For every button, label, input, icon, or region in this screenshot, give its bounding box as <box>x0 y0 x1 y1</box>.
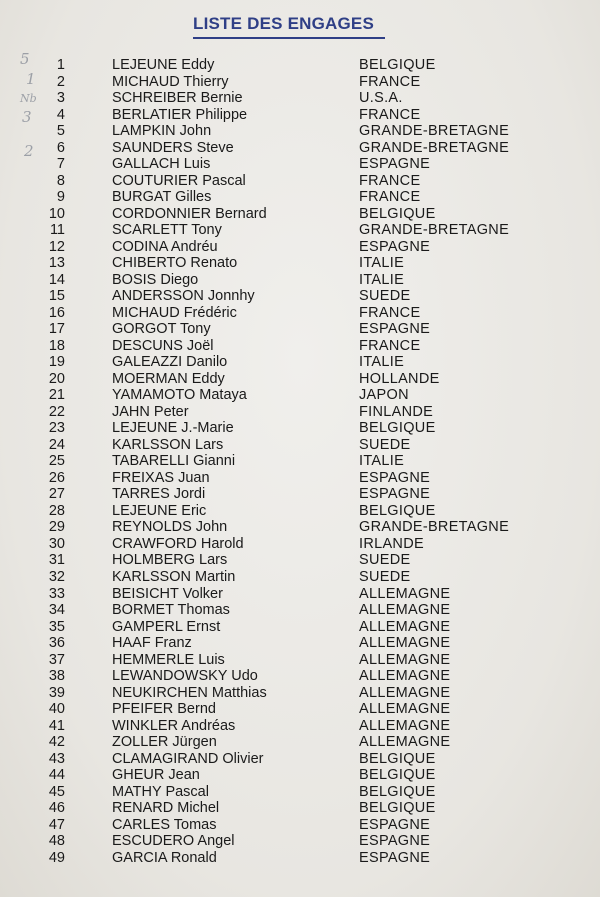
list-item <box>0 800 600 817</box>
list-item <box>0 255 600 272</box>
entry-number: 16 <box>48 304 65 321</box>
entry-name: GAMPERL Ernst <box>112 618 221 635</box>
entry-number: 33 <box>48 585 65 602</box>
list-item <box>0 57 600 74</box>
entry-country: FRANCE <box>359 106 421 123</box>
entry-country: GRANDE-BRETAGNE <box>359 123 510 140</box>
entry-number: 12 <box>48 238 65 255</box>
entry-number: 22 <box>48 403 65 420</box>
entry-number: 18 <box>48 337 65 354</box>
list-item <box>0 668 600 685</box>
entry-country: FINLANDE <box>359 403 434 420</box>
handwritten-note: 3 <box>22 108 32 126</box>
entry-country: SUEDE <box>359 288 411 305</box>
list-item <box>0 189 600 206</box>
list-item <box>0 635 600 652</box>
entry-name: FREIXAS Juan <box>112 469 210 486</box>
entry-name: ESCUDERO Angel <box>112 833 235 850</box>
entry-number: 43 <box>48 750 65 767</box>
entry-country: BELGIQUE <box>359 57 436 73</box>
entry-number: 21 <box>48 387 65 404</box>
entry-name: BURGAT Gilles <box>112 189 212 206</box>
entry-name: KARLSSON Martin <box>112 568 236 585</box>
entry-name: GARCIA Ronald <box>112 849 217 866</box>
list-item <box>0 206 600 223</box>
list-item <box>0 586 600 603</box>
list-item <box>0 338 600 355</box>
entry-country: ESPAGNE <box>359 469 431 486</box>
entry-number: 42 <box>48 734 65 751</box>
entry-name: CHIBERTO Renato <box>112 255 238 272</box>
entry-name: TARRES Jordi <box>112 486 206 503</box>
list-item <box>0 107 600 124</box>
entry-number: 11 <box>49 222 65 239</box>
entry-number: 39 <box>48 684 65 701</box>
entry-country: ALLEMAGNE <box>359 602 451 619</box>
entry-name: MICHAUD Thierry <box>112 73 229 90</box>
list-item <box>0 619 600 636</box>
entry-name: CORDONNIER Bernard <box>112 205 267 222</box>
entry-number: 31 <box>48 552 65 569</box>
list-item <box>0 437 600 454</box>
handwritten-note: Nb <box>20 92 37 105</box>
entry-country: JAPON <box>359 387 409 404</box>
entry-name: MOERMAN Eddy <box>112 370 225 387</box>
entry-country: ITALIE <box>359 453 405 470</box>
list-item <box>0 784 600 801</box>
list-item <box>0 371 600 388</box>
list-item <box>0 767 600 784</box>
entry-name: PFEIFER Bernd <box>112 701 216 718</box>
list-item <box>0 486 600 503</box>
entry-name: CLAMAGIRAND Olivier <box>112 750 264 767</box>
entry-name: LEWANDOWSKY Udo <box>112 668 258 685</box>
entry-number: 20 <box>48 370 65 387</box>
entry-number: 46 <box>48 800 65 817</box>
entry-number: 9 <box>56 189 65 206</box>
entry-country: FRANCE <box>359 337 421 354</box>
entry-name: RENARD Michel <box>112 800 220 817</box>
entry-number: 4 <box>56 106 65 123</box>
list-item <box>0 602 600 619</box>
entry-name: YAMAMOTO Mataya <box>112 387 247 404</box>
list-item <box>0 272 600 289</box>
entry-name: LEJEUNE Eddy <box>112 57 215 73</box>
list-item <box>0 453 600 470</box>
list-item <box>0 288 600 305</box>
entry-country: BELGIQUE <box>359 767 436 784</box>
entry-number: 2 <box>56 73 65 90</box>
list-item <box>0 420 600 437</box>
entry-name: BEISICHT Volker <box>112 585 223 602</box>
entry-country: FRANCE <box>359 189 421 206</box>
entry-number: 26 <box>48 469 65 486</box>
entry-number: 1 <box>56 57 65 73</box>
entry-name: SCHREIBER Bernie <box>112 90 243 107</box>
entry-name: CARLES Tomas <box>112 816 217 833</box>
entrants-list <box>0 57 600 866</box>
entry-number: 10 <box>48 205 65 222</box>
entry-number: 36 <box>48 635 65 652</box>
entry-country: ITALIE <box>359 354 405 371</box>
handwritten-note: 1 <box>26 70 36 88</box>
entry-name: CODINA Andréu <box>112 238 218 255</box>
list-item <box>0 321 600 338</box>
entry-name: CRAWFORD Harold <box>112 535 244 552</box>
entry-country: BELGIQUE <box>359 783 436 800</box>
page-title: LISTE DES ENGAGES <box>193 14 374 33</box>
entry-number: 7 <box>56 156 65 173</box>
entry-country: BELGIQUE <box>359 800 436 817</box>
entry-country: FRANCE <box>359 73 421 90</box>
entry-number: 49 <box>48 849 65 866</box>
entry-name: COUTURIER Pascal <box>112 172 246 189</box>
entry-number: 35 <box>48 618 65 635</box>
entry-number: 30 <box>48 535 65 552</box>
entry-country: GRANDE-BRETAGNE <box>359 139 510 156</box>
entry-number: 13 <box>48 255 65 272</box>
list-item <box>0 387 600 404</box>
entry-number: 47 <box>48 816 65 833</box>
entry-country: ALLEMAGNE <box>359 717 451 734</box>
list-item <box>0 718 600 735</box>
entry-country: IRLANDE <box>359 535 424 552</box>
entry-country: ALLEMAGNE <box>359 734 451 751</box>
entry-name: GALLACH Luis <box>112 156 211 173</box>
entry-name: BERLATIER Philippe <box>112 106 248 123</box>
entry-number: 32 <box>48 568 65 585</box>
entry-number: 24 <box>48 436 65 453</box>
entry-number: 40 <box>48 701 65 718</box>
entry-name: LEJEUNE J.-Marie <box>112 420 234 437</box>
entry-number: 3 <box>56 90 65 107</box>
entry-country: ALLEMAGNE <box>359 684 451 701</box>
entry-number: 45 <box>48 783 65 800</box>
entry-country: GRANDE-BRETAGNE <box>359 519 510 536</box>
entry-country: BELGIQUE <box>359 502 436 519</box>
entry-number: 5 <box>56 123 65 140</box>
entry-name: WINKLER Andréas <box>112 717 236 734</box>
entry-country: SUEDE <box>359 568 411 585</box>
entry-name: JAHN Peter <box>112 403 189 420</box>
entry-number: 38 <box>48 668 65 685</box>
list-item <box>0 734 600 751</box>
entry-name: BOSIS Diego <box>112 271 199 288</box>
entry-country: FRANCE <box>359 172 421 189</box>
entry-number: 27 <box>48 486 65 503</box>
entry-number: 29 <box>48 519 65 536</box>
entry-country: ESPAGNE <box>359 321 431 338</box>
entry-name: DESCUNS Joël <box>112 337 214 354</box>
entry-country: SUEDE <box>359 552 411 569</box>
entry-country: ALLEMAGNE <box>359 585 451 602</box>
entry-country: HOLLANDE <box>359 370 440 387</box>
entry-name: MICHAUD Frédéric <box>112 304 237 321</box>
entry-name: ANDERSSON Jonnhy <box>112 288 255 305</box>
entry-number: 14 <box>48 271 65 288</box>
list-item <box>0 140 600 157</box>
entry-number: 44 <box>48 767 65 784</box>
entry-name: SAUNDERS Steve <box>112 139 234 156</box>
entry-name: BORMET Thomas <box>112 602 230 619</box>
entry-country: BELGIQUE <box>359 205 436 222</box>
entry-number: 25 <box>48 453 65 470</box>
entry-country: ALLEMAGNE <box>359 701 451 718</box>
entry-country: ITALIE <box>359 271 405 288</box>
list-item <box>0 850 600 867</box>
entry-name: HEMMERLE Luis <box>112 651 225 668</box>
entry-country: GRANDE-BRETAGNE <box>359 222 510 239</box>
list-item <box>0 685 600 702</box>
handwritten-note: 5 <box>20 50 30 68</box>
list-item <box>0 173 600 190</box>
title-underline <box>193 37 385 39</box>
entry-country: BELGIQUE <box>359 420 436 437</box>
entry-name: LAMPKIN John <box>112 123 212 140</box>
entry-name: HAAF Franz <box>112 635 192 652</box>
list-item <box>0 701 600 718</box>
list-item <box>0 470 600 487</box>
entry-name: SCARLETT Tony <box>112 222 222 239</box>
list-item <box>0 354 600 371</box>
entry-number: 48 <box>48 833 65 850</box>
list-item <box>0 503 600 520</box>
entry-name: HOLMBERG Lars <box>112 552 228 569</box>
list-item <box>0 74 600 91</box>
entry-name: KARLSSON Lars <box>112 436 224 453</box>
list-item <box>0 90 600 107</box>
list-item <box>0 536 600 553</box>
entry-country: ALLEMAGNE <box>359 651 451 668</box>
list-item <box>0 305 600 322</box>
entry-country: ESPAGNE <box>359 156 431 173</box>
entry-name: GHEUR Jean <box>112 767 200 784</box>
entry-country: U.S.A. <box>359 90 403 107</box>
entry-number: 19 <box>48 354 65 371</box>
entry-name: MATHY Pascal <box>112 783 209 800</box>
list-item <box>0 652 600 669</box>
entry-name: GALEAZZI Danilo <box>112 354 228 371</box>
entry-country: FRANCE <box>359 304 421 321</box>
entry-country: ESPAGNE <box>359 849 431 866</box>
entry-name: GORGOT Tony <box>112 321 211 338</box>
list-item <box>0 123 600 140</box>
list-item <box>0 552 600 569</box>
entry-country: ESPAGNE <box>359 816 431 833</box>
list-item <box>0 239 600 256</box>
entry-country: ESPAGNE <box>359 486 431 503</box>
list-item <box>0 404 600 421</box>
entry-name: LEJEUNE Eric <box>112 502 207 519</box>
list-item <box>0 156 600 173</box>
entry-country: BELGIQUE <box>359 750 436 767</box>
entry-country: ESPAGNE <box>359 833 431 850</box>
list-item <box>0 817 600 834</box>
list-item <box>0 751 600 768</box>
list-item <box>0 569 600 586</box>
list-item <box>0 833 600 850</box>
entry-country: ALLEMAGNE <box>359 618 451 635</box>
entry-number: 15 <box>48 288 65 305</box>
entry-number: 37 <box>48 651 65 668</box>
entry-country: SUEDE <box>359 436 411 453</box>
entry-number: 8 <box>56 172 65 189</box>
entry-name: REYNOLDS John <box>112 519 228 536</box>
entry-country: ALLEMAGNE <box>359 668 451 685</box>
entry-name: NEUKIRCHEN Matthias <box>112 684 267 701</box>
entry-name: ZOLLER Jürgen <box>112 734 217 751</box>
entry-number: 6 <box>56 139 65 156</box>
list-item <box>0 519 600 536</box>
entry-name: TABARELLI Gianni <box>112 453 236 470</box>
entry-number: 23 <box>48 420 65 437</box>
handwritten-note: 2 <box>24 142 34 160</box>
entry-number: 28 <box>48 502 65 519</box>
entry-country: ESPAGNE <box>359 238 431 255</box>
entry-number: 17 <box>48 321 65 338</box>
list-item <box>0 222 600 239</box>
entry-number: 34 <box>48 602 65 619</box>
entry-country: ITALIE <box>359 255 405 272</box>
entry-country: ALLEMAGNE <box>359 635 451 652</box>
entry-number: 41 <box>48 717 65 734</box>
